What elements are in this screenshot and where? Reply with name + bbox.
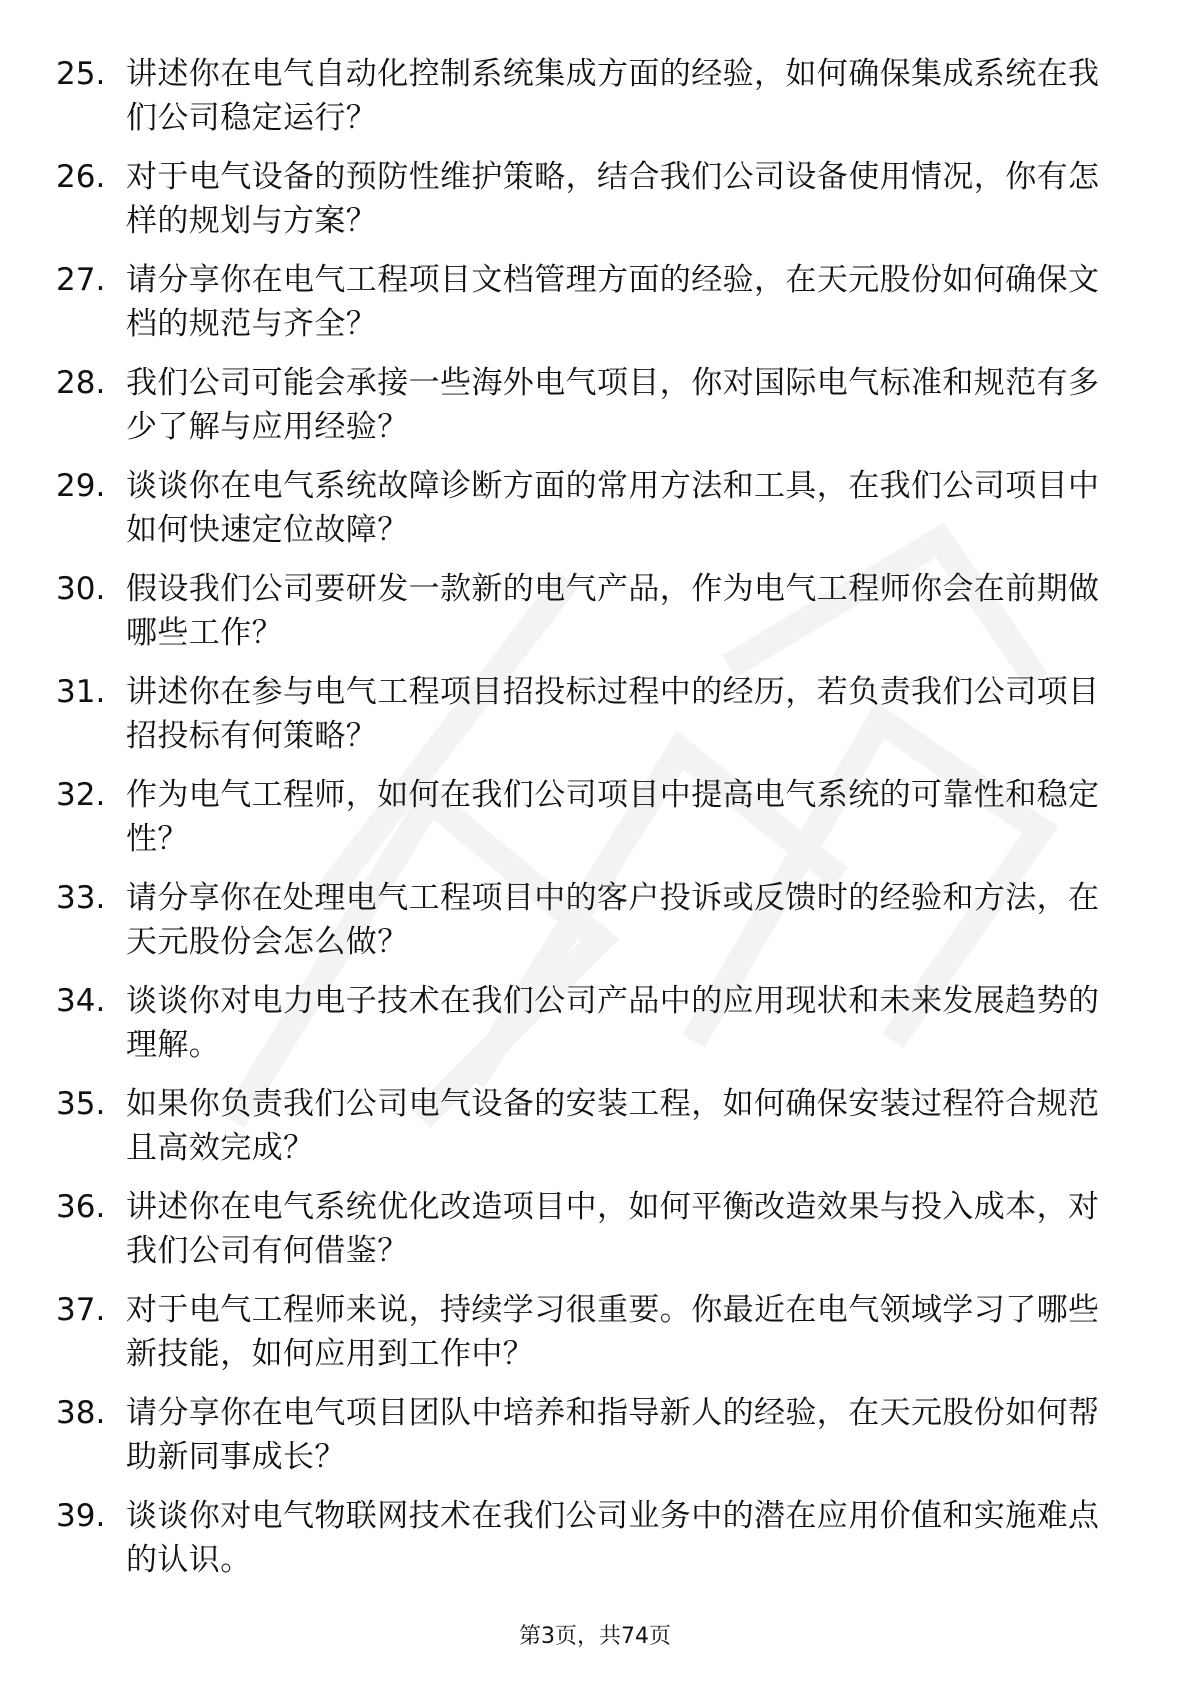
list-item xyxy=(56,773,1106,876)
question-number: 26. xyxy=(56,159,106,195)
list-item xyxy=(56,464,1106,567)
question-text: 谈谈你对电气物联网技术在我们公司业务中的潜在应用价值和实施难点的认识。 xyxy=(126,1498,1100,1578)
list-item xyxy=(56,1288,1106,1391)
question-text: 讲述你在电气自动化控制系统集成方面的经验，如何确保集成系统在我们公司稳定运行？ xyxy=(126,56,1100,136)
question-text: 请分享你在电气项目团队中培养和指导新人的经验，在天元股份如何帮助新同事成长？ xyxy=(126,1395,1100,1475)
question-number: 25. xyxy=(56,56,106,92)
list-item xyxy=(56,567,1106,670)
question-number: 32. xyxy=(56,777,106,813)
question-list xyxy=(56,52,1106,1597)
question-text: 作为电气工程师，如何在我们公司项目中提高电气系统的可靠性和稳定性？ xyxy=(126,777,1100,857)
question-number: 38. xyxy=(56,1395,106,1431)
list-item xyxy=(56,361,1106,464)
list-item xyxy=(56,52,1106,155)
list-item xyxy=(56,876,1106,979)
question-number: 34. xyxy=(56,983,106,1019)
question-text: 对于电气工程师来说，持续学习很重要。你最近在电气领域学习了哪些新技能，如何应用到工作中？ xyxy=(126,1292,1100,1372)
question-text: 讲述你在参与电气工程项目招投标过程中的经历，若负责我们公司项目招投标有何策略？ xyxy=(126,674,1100,754)
question-number: 30. xyxy=(56,571,106,607)
question-text: 谈谈你在电气系统故障诊断方面的常用方法和工具，在我们公司项目中如何快速定位故障？ xyxy=(126,468,1100,548)
question-number: 29. xyxy=(56,468,106,504)
list-item xyxy=(56,258,1106,361)
question-number: 36. xyxy=(56,1189,106,1225)
question-text: 对于电气设备的预防性维护策略，结合我们公司设备使用情况，你有怎样的规划与方案？ xyxy=(126,159,1100,239)
question-text: 假设我们公司要研发一款新的电气产品，作为电气工程师你会在前期做哪些工作？ xyxy=(126,571,1100,651)
question-number: 37. xyxy=(56,1292,106,1328)
list-item xyxy=(56,979,1106,1082)
question-text: 讲述你在电气系统优化改造项目中，如何平衡改造效果与投入成本，对我们公司有何借鉴？ xyxy=(126,1189,1100,1269)
question-number: 27. xyxy=(56,262,106,298)
page-footer: 第3页，共74页 xyxy=(519,1624,671,1649)
question-number: 35. xyxy=(56,1086,106,1122)
question-number: 31. xyxy=(56,674,106,710)
question-text: 请分享你在处理电气工程项目中的客户投诉或反馈时的经验和方法，在天元股份会怎么做？ xyxy=(126,880,1100,960)
question-number: 39. xyxy=(56,1498,106,1534)
list-item xyxy=(56,155,1106,258)
question-number: 28. xyxy=(56,365,106,401)
list-item xyxy=(56,1494,1106,1597)
question-text: 我们公司可能会承接一些海外电气项目，你对国际电气标准和规范有多少了解与应用经验？ xyxy=(126,365,1100,445)
question-text: 请分享你在电气工程项目文档管理方面的经验，在天元股份如何确保文档的规范与齐全？ xyxy=(126,262,1100,342)
question-text: 如果你负责我们公司电气设备的安装工程，如何确保安装过程符合规范且高效完成？ xyxy=(126,1086,1100,1166)
list-item xyxy=(56,670,1106,773)
list-item xyxy=(56,1082,1106,1185)
question-text: 谈谈你对电力电子技术在我们公司产品中的应用现状和未来发展趋势的理解。 xyxy=(126,983,1100,1063)
question-number: 33. xyxy=(56,880,106,916)
list-item xyxy=(56,1391,1106,1494)
list-item xyxy=(56,1185,1106,1288)
